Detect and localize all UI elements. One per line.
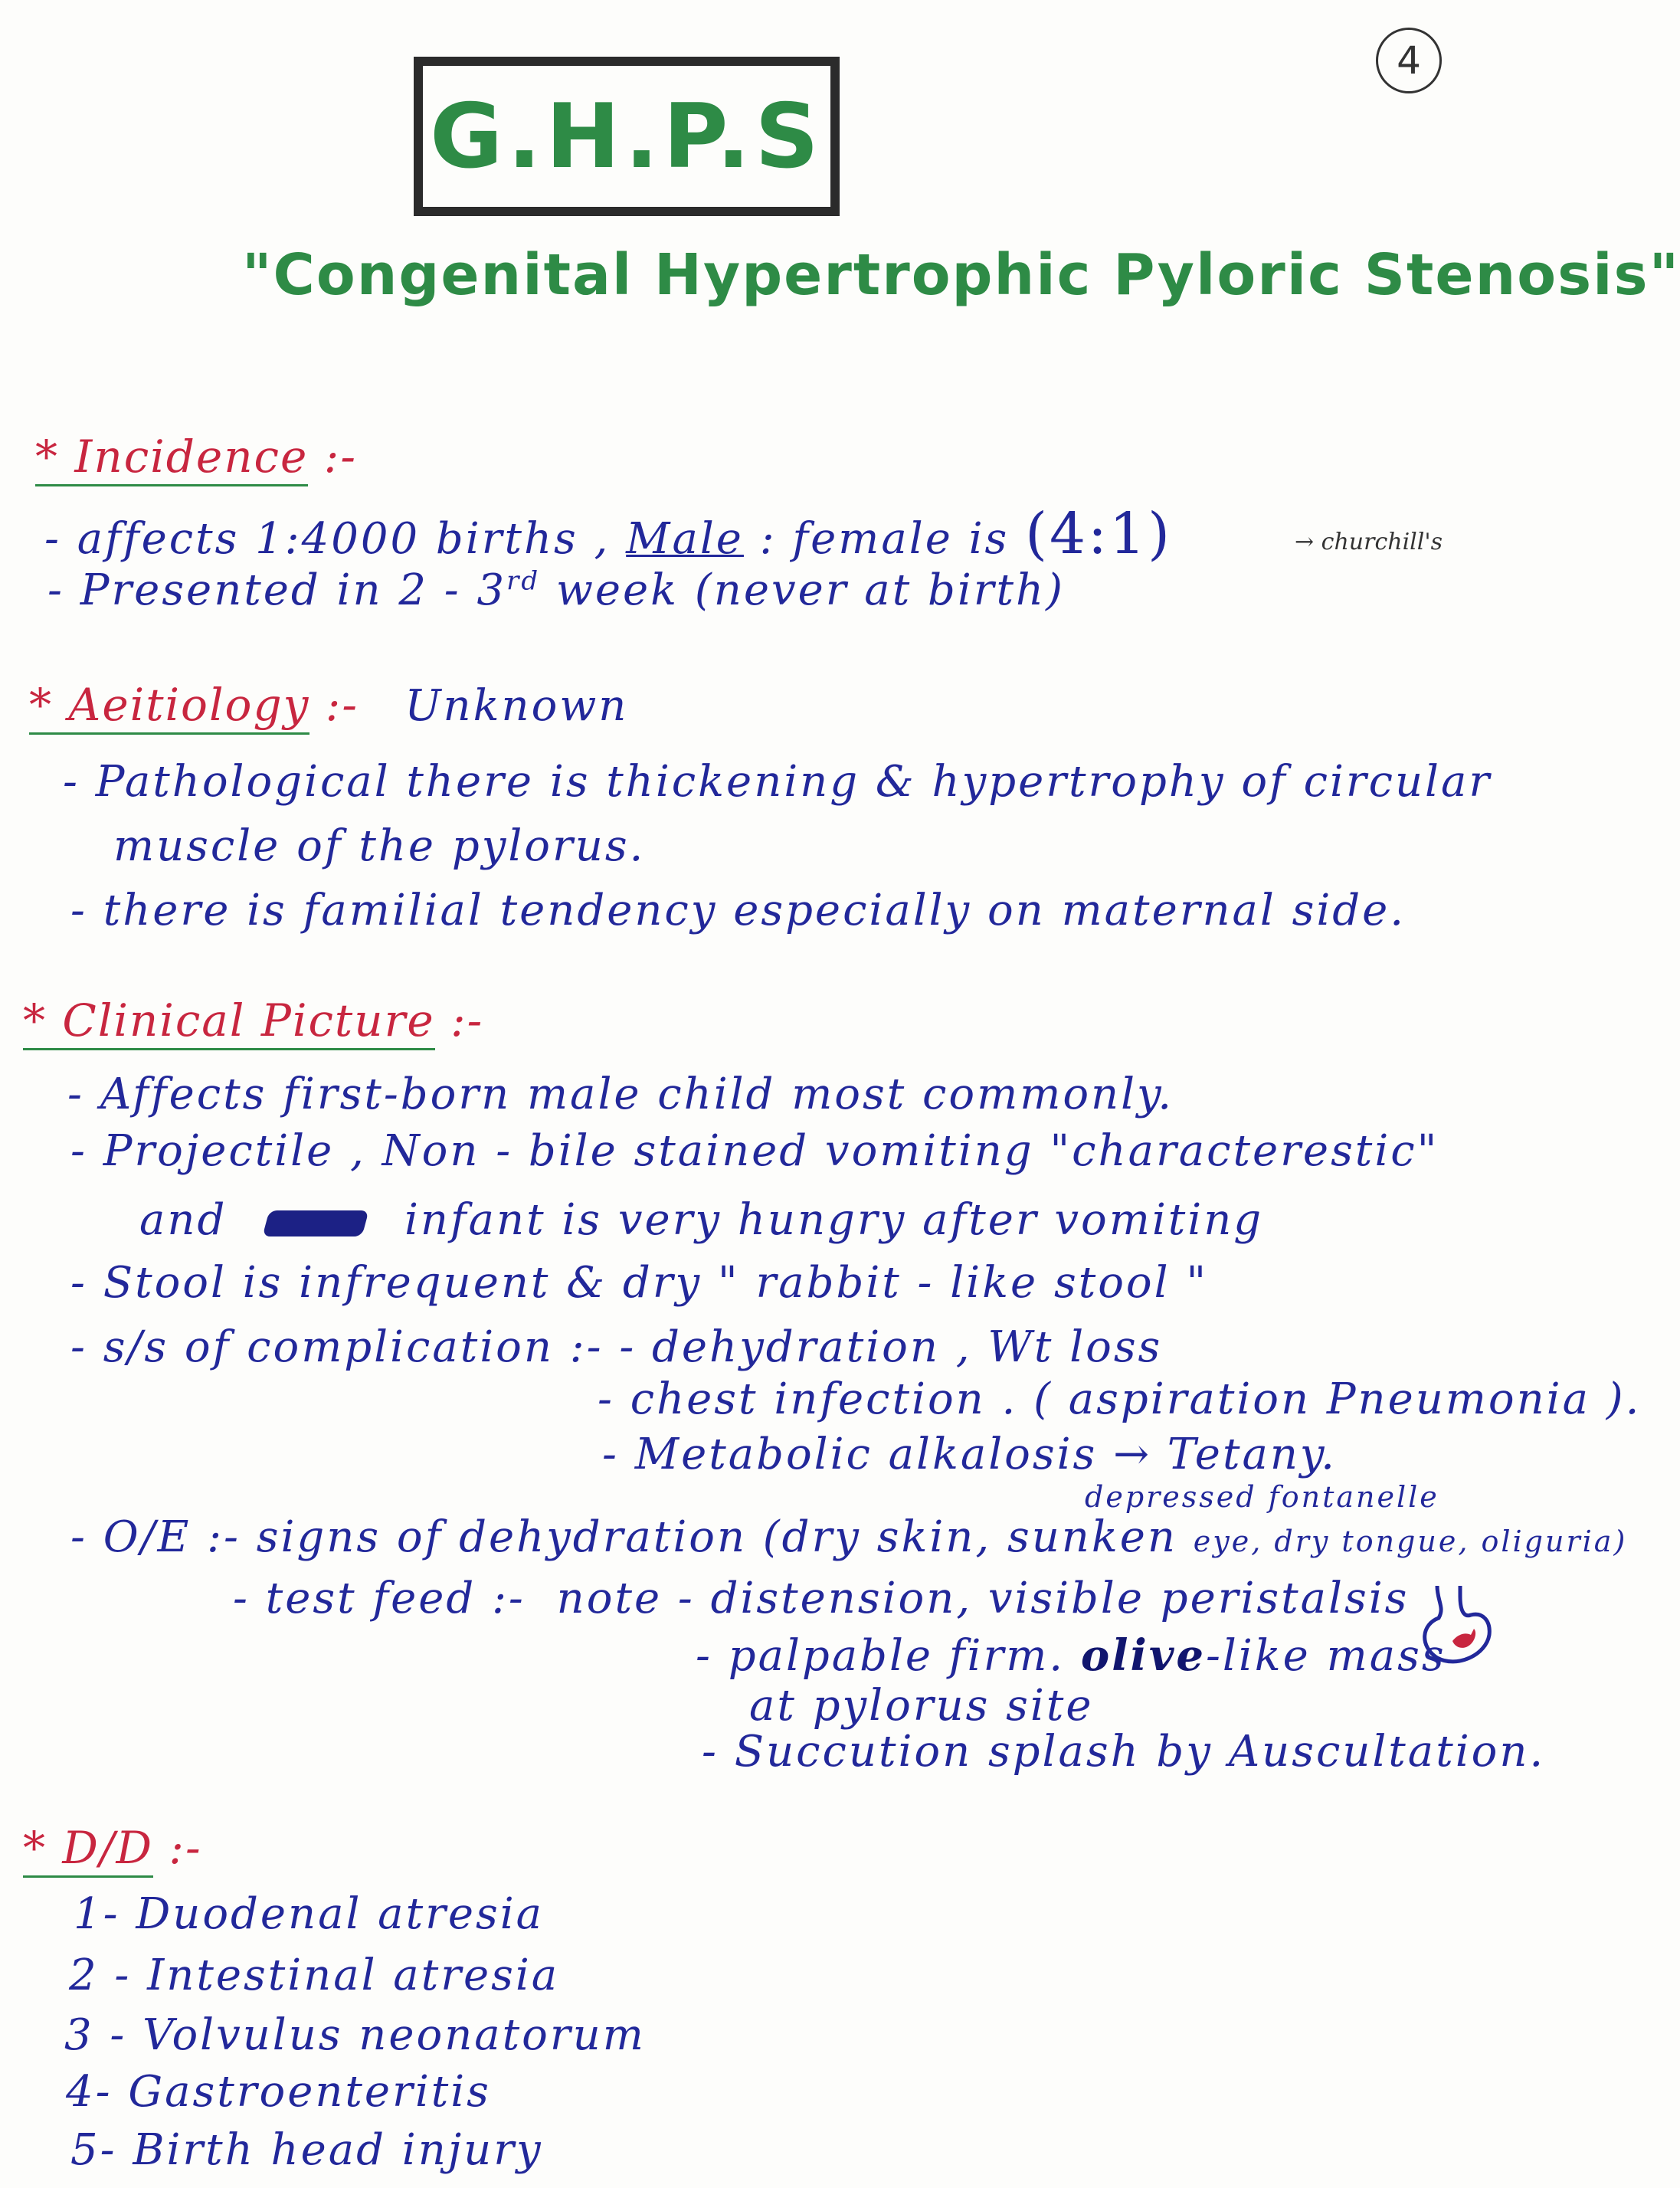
aetiology-heading-label: * Aeitiology xyxy=(29,679,309,735)
palpable-tail: -like mass xyxy=(1206,1631,1446,1681)
dd-item: 3 - Volvulus neonatorum xyxy=(64,2010,646,2060)
incidence-line2-prefix: - Presented in 2 - 3 xyxy=(47,565,507,615)
test-feed-line xyxy=(233,1574,1409,1623)
page-subtitle: "Congenital Hypertrophic Pyloric Stenosis" xyxy=(242,242,1680,308)
churchill-note: → churchill's xyxy=(1295,529,1443,555)
succussion-line: - Succution splash by Auscultation. xyxy=(702,1727,1546,1777)
dd-heading-suffix: :- xyxy=(169,1822,202,1874)
male-label: Male xyxy=(626,514,744,564)
oe-line xyxy=(70,1512,1627,1562)
oe-tail: eye, dry tongue, oliguria) xyxy=(1193,1525,1628,1558)
complication-label: - s/s of complication :- xyxy=(70,1322,604,1372)
dd-item: 5- Birth head injury xyxy=(70,2125,543,2175)
aetiology-line-1: - Pathological there is thickening & hypertrophy of circular xyxy=(63,757,1492,807)
title-box xyxy=(414,57,840,216)
page-number: 4 xyxy=(1376,28,1442,93)
incidence-line1-prefix: - affects 1:4000 births , xyxy=(44,514,611,564)
pylorus-site-line: at pylorus site xyxy=(749,1681,1094,1731)
sex-ratio: (4:1) xyxy=(1025,501,1172,567)
incidence-line-2 xyxy=(47,565,1065,615)
clinical-line-5 xyxy=(70,1322,1162,1372)
palpable-line xyxy=(696,1630,1446,1681)
ordinal-suffix: rd xyxy=(506,565,541,597)
aetiology-heading xyxy=(29,679,628,731)
complication-2: - chest infection . ( aspiration Pneumonia ). xyxy=(598,1374,1642,1424)
incidence-heading xyxy=(35,431,357,483)
incidence-line1-middle: : female is xyxy=(759,514,1010,564)
complication-3: - Metabolic alkalosis → Tetany. xyxy=(602,1430,1337,1479)
page-title: G.H.P.S xyxy=(430,84,824,188)
aetiology-line-3: - there is familial tendency especially on maternal side. xyxy=(70,886,1407,935)
aetiology-line-2: muscle of the pylorus. xyxy=(113,821,646,871)
test-feed-note: note - distension, visible peristalsis xyxy=(556,1574,1410,1623)
crossed-out-word xyxy=(263,1210,369,1236)
clinical-line-1: - Affects first-born male child most commonly. xyxy=(67,1069,1174,1119)
clinical-heading xyxy=(23,994,483,1047)
dd-item: 2 - Intestinal atresia xyxy=(69,1951,560,2000)
palpable-label: - palpable firm. xyxy=(696,1631,1066,1681)
aetiology-heading-suffix: :- xyxy=(325,679,359,731)
dd-item: 4- Gastroenteritis xyxy=(66,2067,491,2117)
incidence-heading-suffix: :- xyxy=(323,431,357,483)
incidence-line-1 xyxy=(44,501,1172,567)
olive-word: olive xyxy=(1080,1630,1206,1681)
clinical-line3-text: infant is very hungry after vomiting xyxy=(404,1195,1264,1245)
oe-label: - O/E :- signs of dehydration (dry skin, sunken xyxy=(70,1512,1177,1562)
complication-1: - dehydration , Wt loss xyxy=(619,1322,1163,1372)
clinical-line3-and: and xyxy=(139,1195,228,1245)
clinical-heading-suffix: :- xyxy=(450,994,484,1047)
dd-heading xyxy=(23,1822,202,1874)
dd-heading-label: * D/D xyxy=(23,1822,153,1878)
dd-item: 1- Duodenal atresia xyxy=(74,1889,545,1939)
aetiology-value: Unknown xyxy=(404,681,629,731)
clinical-line-3 xyxy=(139,1195,1263,1245)
fontanelle-note: depressed fontanelle xyxy=(1085,1480,1439,1514)
incidence-heading-label: * Incidence xyxy=(35,431,308,486)
incidence-line2-suffix: week (never at birth) xyxy=(555,565,1065,615)
test-feed-label: - test feed :- xyxy=(233,1574,526,1623)
clinical-line-2: - Projectile , Non - bile stained vomiting "characterestic" xyxy=(70,1126,1439,1176)
clinical-line-4: - Stool is infrequent & dry " rabbit - like stool " xyxy=(70,1258,1209,1308)
clinical-heading-label: * Clinical Picture xyxy=(23,994,435,1050)
